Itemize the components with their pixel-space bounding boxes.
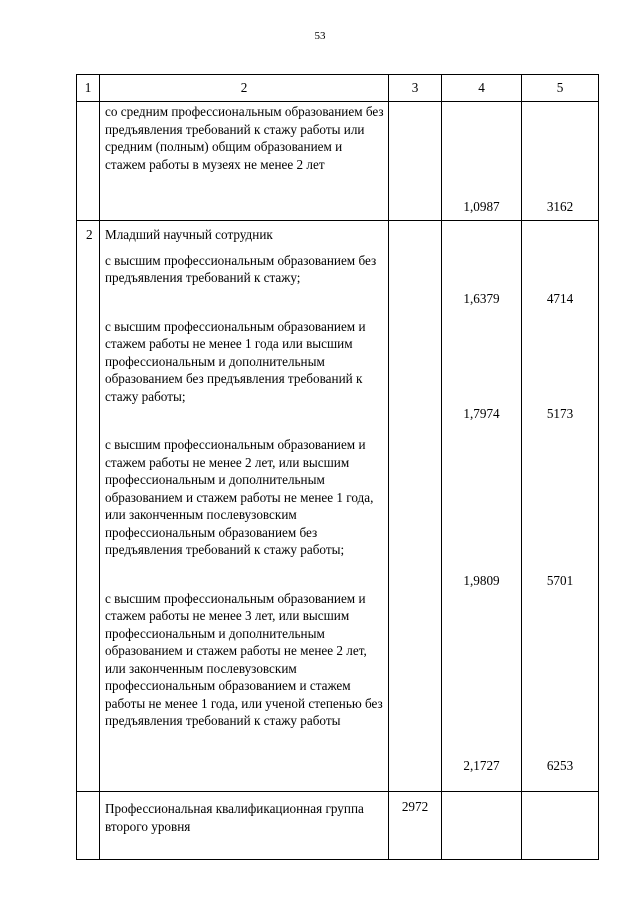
table-header-row — [77, 75, 599, 102]
header-col-5: 5 — [522, 75, 599, 102]
requirement-item-1: с высшим профессиональным образованием без предъявления требований к стажу; — [105, 252, 377, 285]
requirement-item-3: с высшим профессиональным образованием и стажем работы не менее 2 лет, или высшим профессиональным и дополнительным образованием и стажем работы не менее 1 года, или законченным послевузовским профессиональным образованием без предъявления требований к стажу работы; — [105, 437, 374, 557]
group-base-salary: 2972 — [389, 792, 442, 860]
row-description — [100, 221, 389, 792]
requirement-item-2: с высшим профессиональным образованием и стажем работы не менее 1 года или высшим профессиональным и дополнительным образованием без предъявления требований к стажу работы; — [105, 318, 366, 404]
row-number-cell — [77, 102, 100, 221]
row-description — [100, 102, 389, 221]
header-col-1: 1 — [77, 75, 100, 102]
row-salary-cell — [522, 792, 599, 860]
row-number: 2 — [77, 221, 100, 792]
table-row — [77, 792, 599, 860]
page-number: 53 — [314, 30, 326, 42]
row-base-cell — [389, 221, 442, 792]
position-title: Младший научный сотрудник — [105, 227, 273, 242]
coefficient-4: 2,1727 — [463, 758, 500, 773]
salary-4: 6253 — [546, 758, 574, 773]
salary-1: 4714 — [546, 291, 574, 306]
salary-table — [76, 74, 599, 860]
row-base-cell — [389, 102, 442, 221]
row-number-cell — [77, 792, 100, 860]
table-row — [77, 102, 599, 221]
salary-3: 5701 — [546, 573, 574, 588]
header-col-4: 4 — [442, 75, 522, 102]
row-salaries — [522, 221, 599, 792]
row-coefficient: 1,0987 — [442, 102, 522, 221]
coefficient-3: 1,9809 — [463, 573, 500, 588]
header-col-2: 2 — [100, 75, 389, 102]
table-row — [77, 221, 599, 792]
group-title: Профессиональная квалификационная группа второго уровня — [100, 792, 389, 860]
header-col-3: 3 — [389, 75, 442, 102]
row-description-text: со средним профессиональным образованием без предъявления требований к стажу работы или средним (полным) общим образованием и стажем работы в музеях не менее 2 лет — [105, 104, 384, 172]
coefficient-2: 1,7974 — [463, 406, 500, 421]
coefficient-1: 1,6379 — [463, 291, 500, 306]
row-coefficient-cell — [442, 792, 522, 860]
row-salary: 3162 — [522, 102, 599, 221]
salary-2: 5173 — [546, 406, 574, 421]
requirement-item-4: с высшим профессиональным образованием и стажем работы не менее 3 лет, или высшим профессиональным и дополнительным образованием и стажем работы не менее 2 лет, или законченным послевузовским профессиональным образованием и стажем работы не менее 1 года, или ученой степенью без предъявления требований к стажу работы — [105, 590, 383, 728]
row-coefficients — [442, 221, 522, 792]
